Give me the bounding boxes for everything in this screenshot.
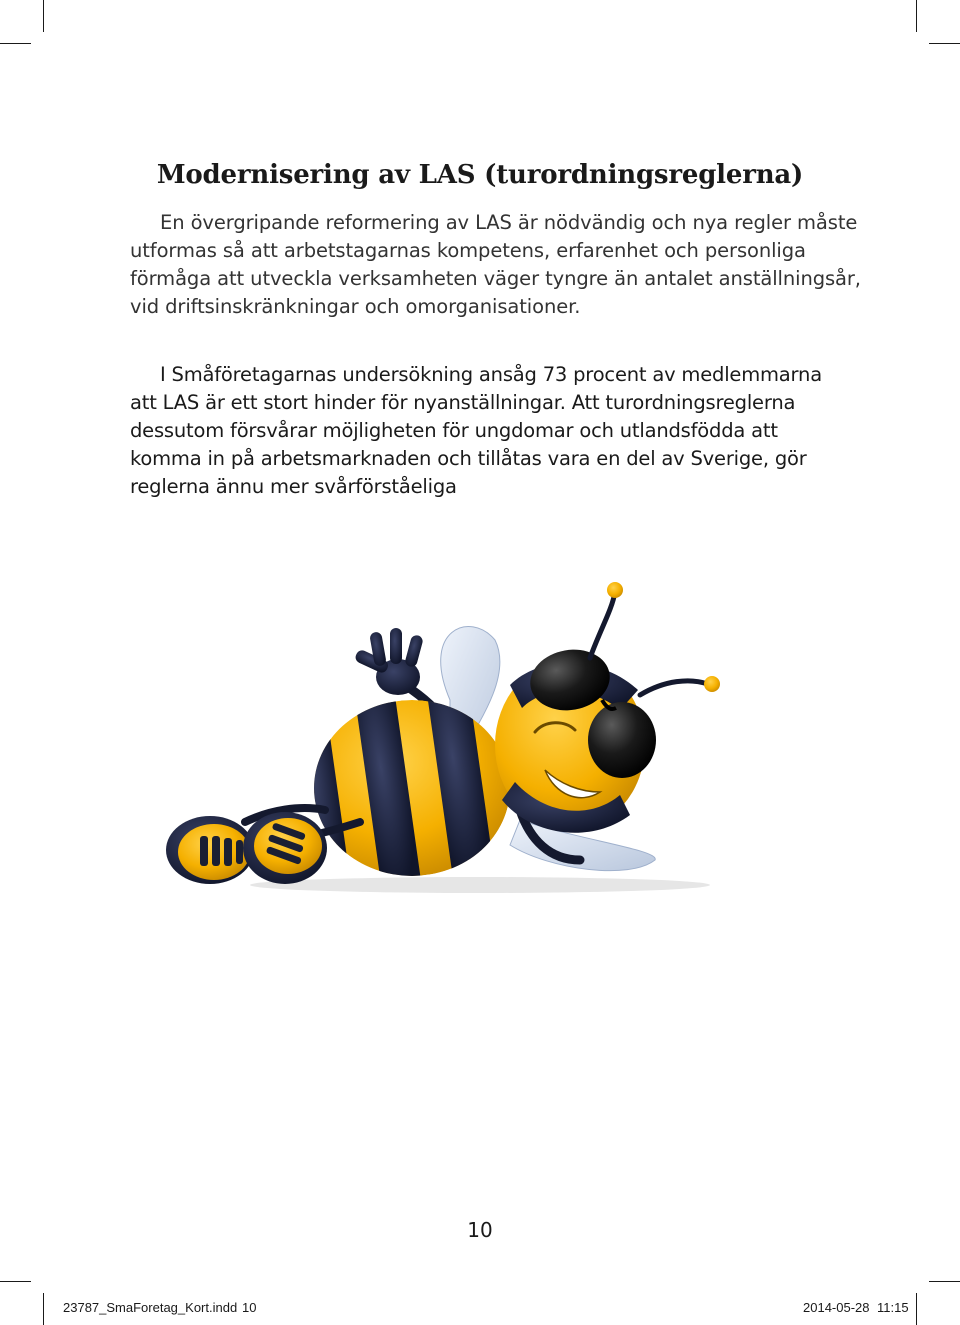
paragraph-line: förmåga att utveckla verksamheten väger tyngre än antalet anställningsår, (130, 267, 861, 290)
paragraph-line: I Småföretagarnas undersökning ansåg 73 procent av medlemmarna (160, 363, 822, 386)
antenna-tip (607, 582, 623, 598)
antenna (640, 681, 708, 695)
crop-mark-bottom-right-vertical (916, 1293, 917, 1325)
glove (354, 628, 424, 695)
crop-mark-top-right-vertical (916, 0, 917, 32)
shadow (250, 877, 710, 893)
paragraph-line: komma in på arbetsmarknaden och tillåtas vara en del av Sverige, gör (130, 447, 807, 470)
page-title: Modernisering av LAS (turordningsreglerna) (156, 160, 804, 190)
antenna-tip (704, 676, 720, 692)
crop-mark-top-right-horizontal (929, 43, 960, 44)
paragraph-line: utformas så att arbetstagarnas kompetens, erfarenhet och personliga (130, 239, 806, 262)
paragraph-line: reglerna ännu mer svårförståeliga (130, 475, 457, 498)
paragraph-survey (130, 361, 830, 501)
print-slug-page: 10 (242, 1300, 257, 1315)
print-slug-time: 11:15 (877, 1300, 909, 1315)
paragraph-line: dessutom försvårar möjligheten för ungdomar och utlandsfödda att (130, 419, 778, 442)
crop-mark-bottom-left-horizontal (0, 1281, 31, 1282)
print-slug-date: 2014-05-28 (803, 1300, 870, 1315)
paragraph-line: En övergripande reformering av LAS är nödvändig och nya regler måste (160, 211, 858, 234)
crop-mark-top-left-vertical (43, 0, 44, 32)
crop-mark-top-left-horizontal (0, 43, 31, 44)
crop-mark-bottom-left-vertical (43, 1293, 44, 1325)
print-slug-filename: 23787_SmaForetag_Kort.indd (63, 1300, 238, 1315)
crop-mark-bottom-right-horizontal (929, 1281, 960, 1282)
paragraph-line: att LAS är ett stort hinder för nyanställningar. Att turordningsreglerna (130, 391, 796, 414)
shoe (243, 812, 327, 884)
cartoon-bee-with-sunglasses-icon (150, 560, 770, 910)
shoe (166, 816, 254, 884)
paragraph-reform (130, 209, 861, 321)
antenna (590, 592, 615, 658)
paragraph-line: vid driftsinskränkningar och omorganisationer. (130, 295, 581, 318)
page-number: 10 (467, 1218, 493, 1242)
